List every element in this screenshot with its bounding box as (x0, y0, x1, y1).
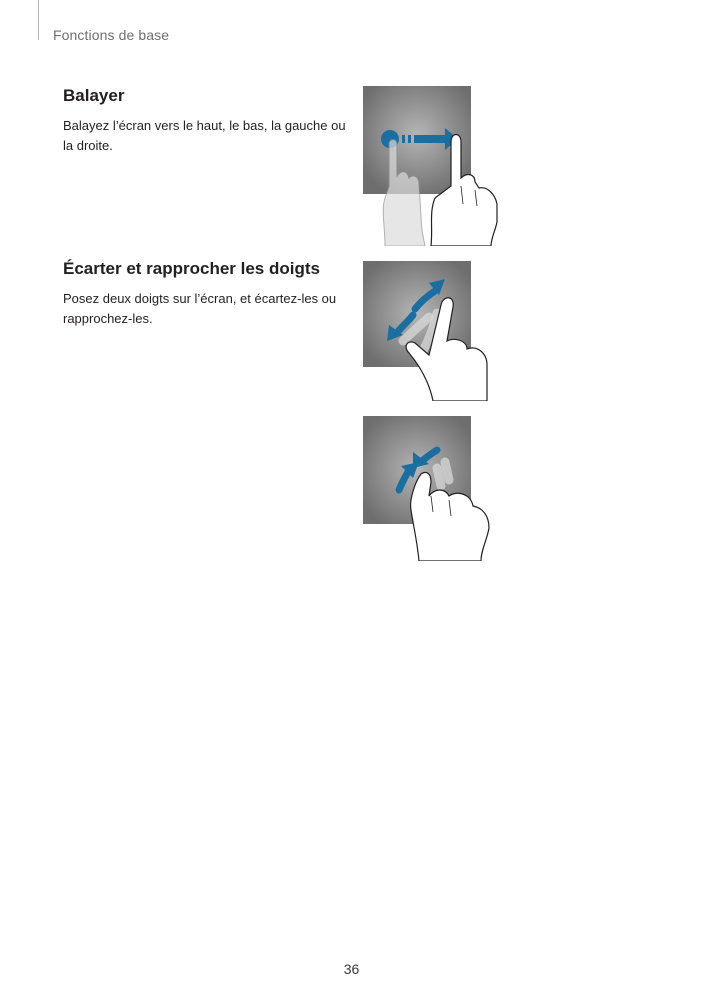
spread-fingers-icon (363, 261, 503, 401)
page-header-title: Fonctions de base (53, 27, 170, 43)
section-text-swipe: Balayez l’écran vers le haut, le bas, la gauche ou la droite. (63, 118, 346, 153)
page-number: 36 (343, 961, 360, 977)
section-text-pinch: Posez deux doigts sur l’écran, et écartez-les ou rapprochez-les. (63, 291, 337, 326)
swipe-gesture-icon (363, 86, 503, 246)
section-heading-swipe: Balayer (63, 86, 125, 105)
header-rule (38, 0, 39, 40)
pinch-fingers-icon (363, 416, 503, 561)
section-heading-pinch: Écarter et rapprocher les doigts (63, 259, 320, 278)
